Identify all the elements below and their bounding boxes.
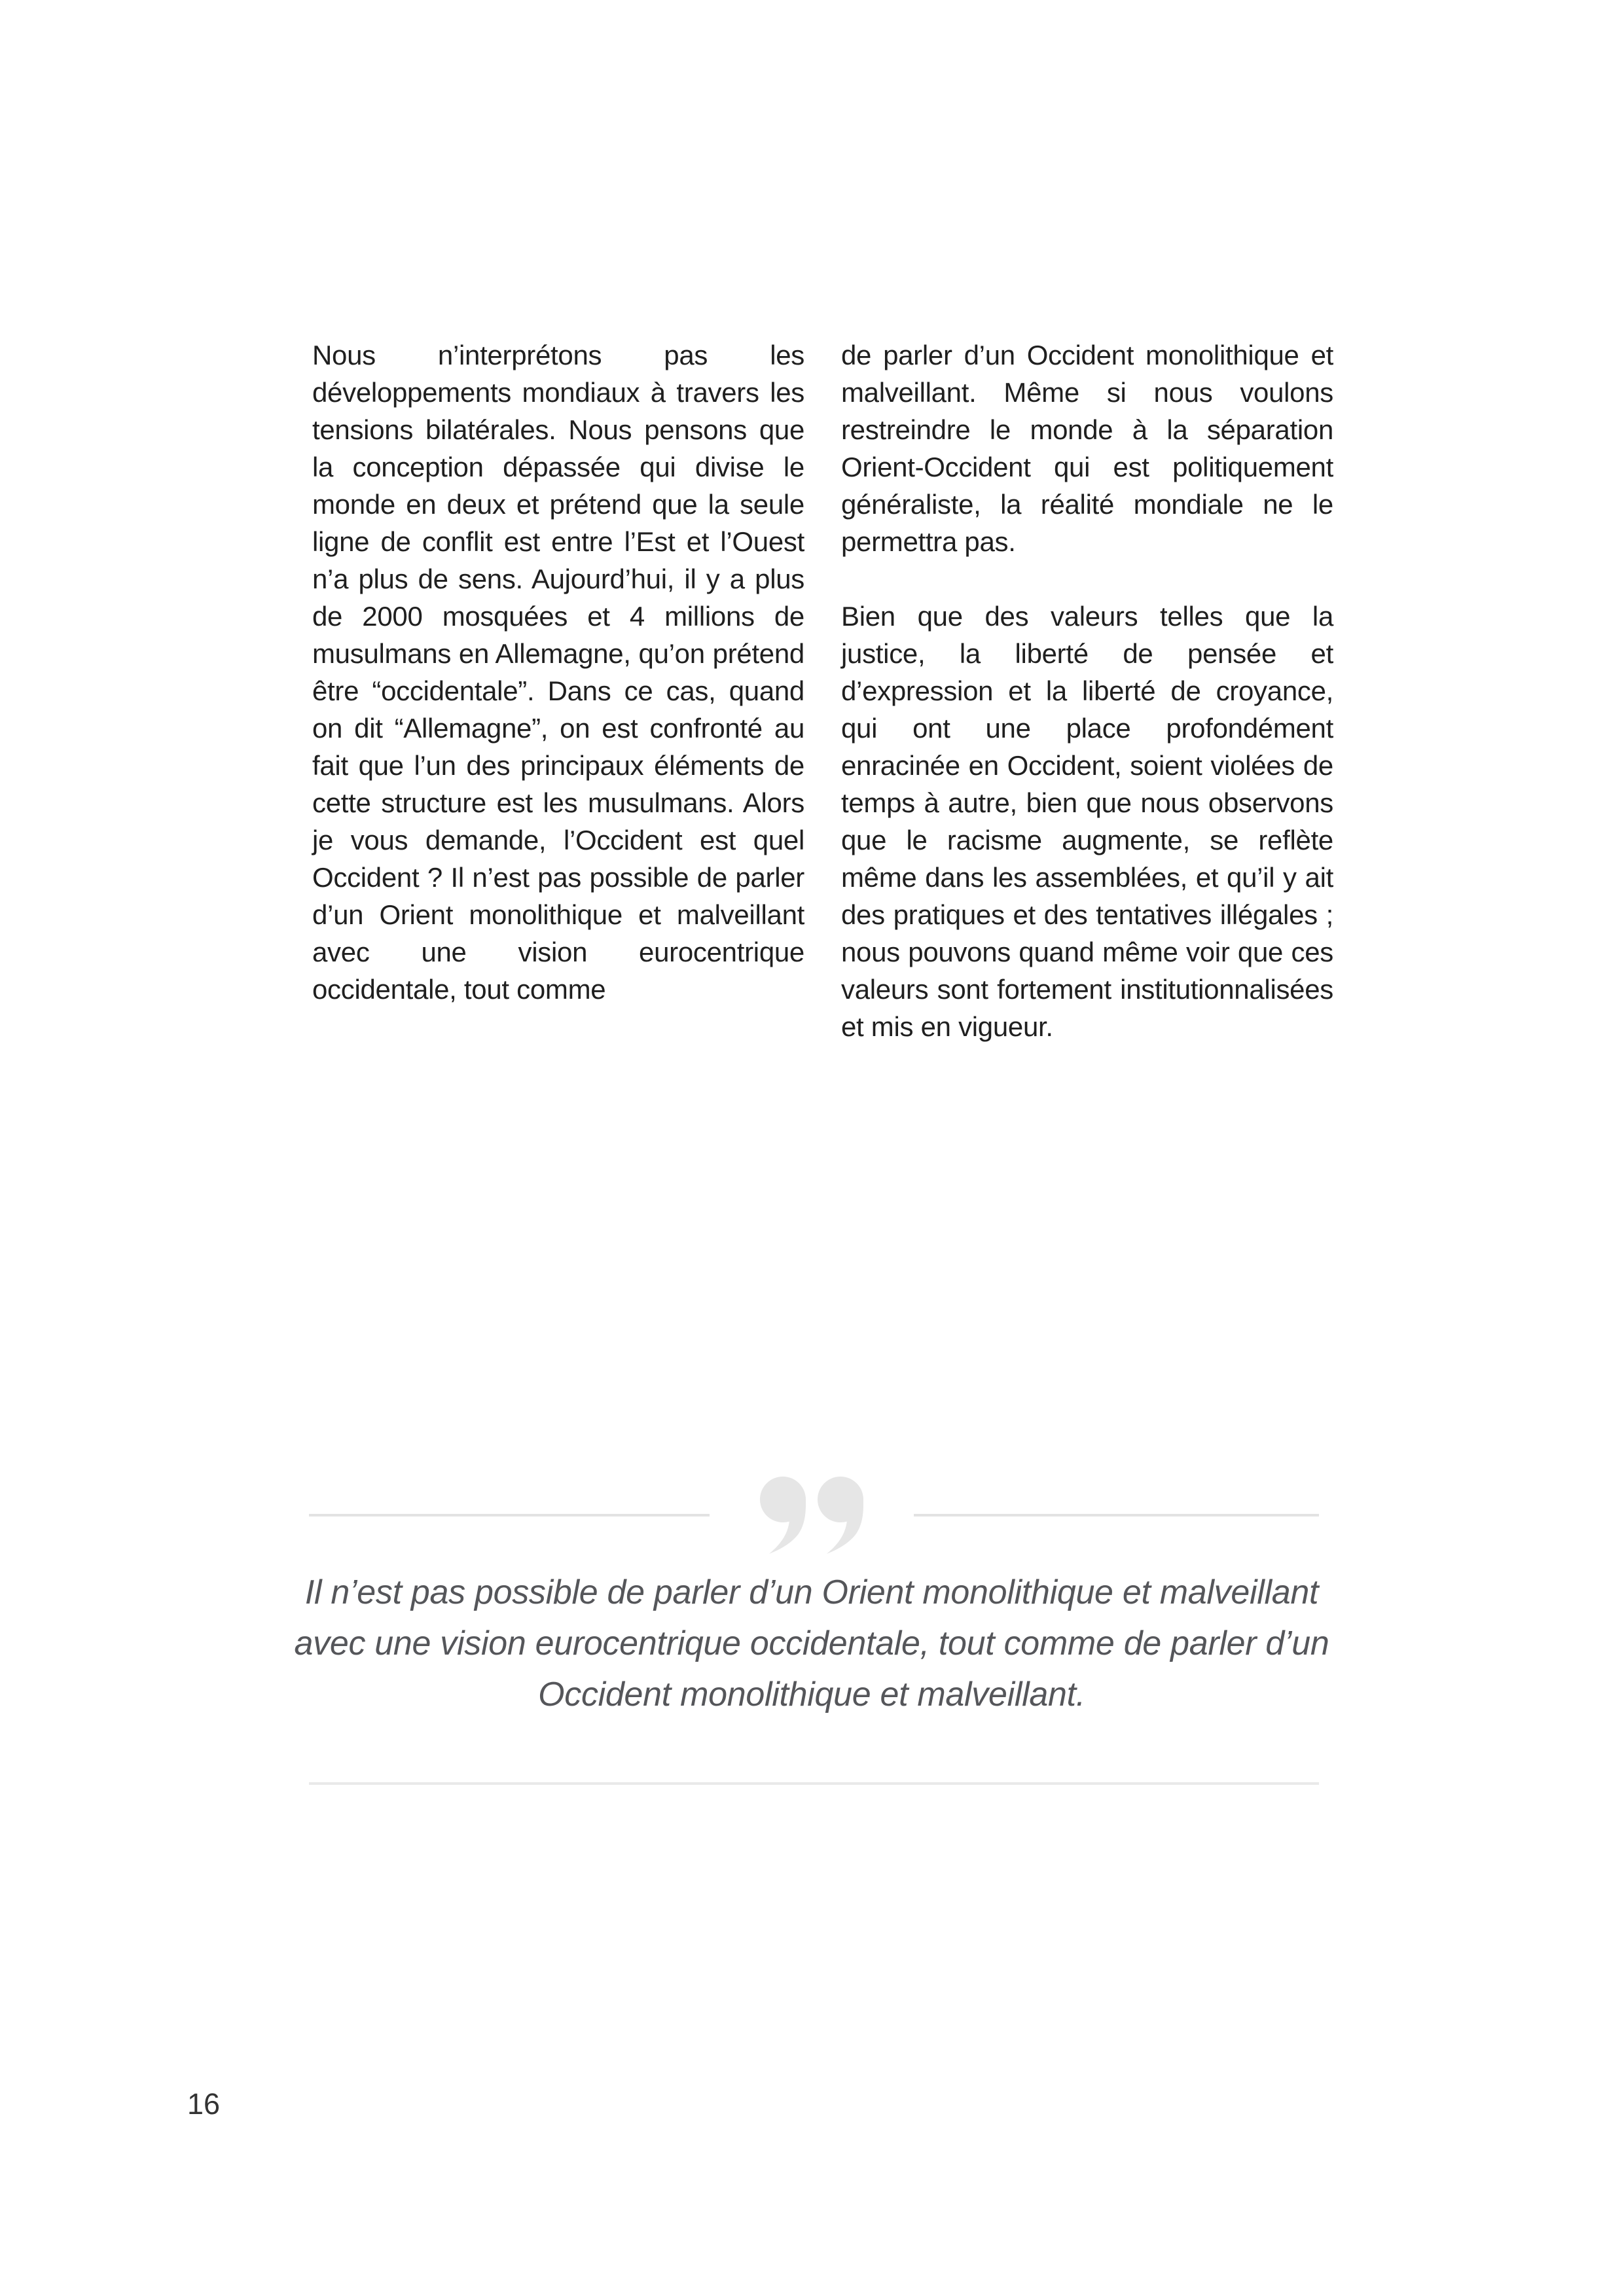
body-paragraph: Bien que des valeurs telles que la justice, la liberté de pensée et d’expression et la liberté de croyance, qui ont une place profondément enracinée en Occident, soient violées de temps à autre, bien que nous observons que le racisme augmente, se reflète même dans les assemblées, et qu’il y ait des pratiques et des tentatives illégales ; nous pouvons quand même voir que ces valeurs sont fortement institutionnalisées et mis en vigueur. <box>841 601 1333 1042</box>
bottom-divider-line <box>309 1782 1319 1785</box>
page-number: 16 <box>187 2087 221 2121</box>
pull-quote-text: Il n’est pas possible de parler d’un Orient monolithique et malveillant avec une vision eurocentrique occidentale, tout comme de parler d’un Occident monolithique et malveillant. <box>294 1573 1329 1713</box>
closing-quote-icon <box>760 1477 863 1554</box>
divider-line-right <box>914 1514 1319 1516</box>
body-paragraph: Nous n’interprétons pas les développements mondiaux à travers les tensions bilatérales. Nous pensons que la conception dépassée qui divise le monde en deux et prétend que la seule ligne de conflit est entre l’Est et l’Ouest n’a plus de sens. Aujourd’hui, il y a plus de 2000 mosquées et 4 millions de musulmans en Allemagne, qu’on prétend être “occidentale”. Dans ce cas, quand on dit “Allemagne”, on est confronté au fait que l’un des principaux éléments de cette structure est les musulmans. Alors je vous demande, l’Occident est quel Occident ? Il n’est pas possible de parler d’un Orient monolithique et malveillant avec une vision eurocentrique occidentale, tout comme <box>312 340 804 1005</box>
text-column-right <box>841 336 1333 1045</box>
text-column-left <box>312 336 804 1045</box>
body-paragraph: de parler d’un Occident monolithique et malveillant. Même si nous voulons restreindre le monde à la séparation Orient-Occident qui est politiquement généraliste, la réalité mondiale ne le permettra pas. <box>841 340 1333 557</box>
divider-line-left <box>309 1514 710 1516</box>
article-body <box>312 336 1333 1045</box>
